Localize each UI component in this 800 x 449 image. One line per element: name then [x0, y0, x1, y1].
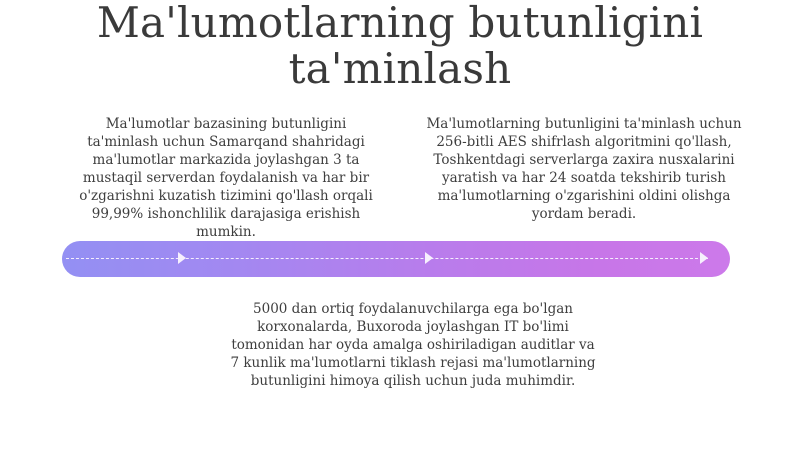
text-block-left: Ma'lumotlar bazasining butunligini ta'minlash uchun Samarqand shahridagi ma'lumotlar markazida joylashgan 3 ta mustaqil serverdan foydalanish va har bir o'zgarishni kuzatish tizimini qo'llash orqali 99,99% ishonchlilik darajasiga erishish mumkin.: [79, 116, 373, 240]
text-block-right: Ma'lumotlarning butunligini ta'minlash uchun 256-bitli AES shifrlash algoritmini qo'llash, Toshkentdagi serverlarga zaxira nusxalarini yaratish va har 24 soatda tekshirib turish ma'lumotlarning o'zgarishini oldini olishga yordam beradi.: [426, 116, 742, 222]
slide-title: Ma'lumotlarning butunligini ta'minlash: [96, 0, 704, 93]
timeline-bar: [62, 241, 730, 277]
arrow-right-icon: [425, 252, 433, 264]
text-block-bottom: 5000 dan ortiq foydalanuvchilarga ega bo'lgan korxonalarda, Buxoroda joylashgan IT bo'limi tomonidan har oyda amalga oshiriladigan auditlar va 7 kunlik ma'lumotlarni tiklash rejasi ma'lumotlarning butunligini himoya qilish uchun juda muhimdir.: [230, 301, 596, 389]
timeline-dashed-line: [66, 258, 708, 259]
arrow-right-icon: [178, 252, 186, 264]
arrow-right-icon: [700, 252, 708, 264]
